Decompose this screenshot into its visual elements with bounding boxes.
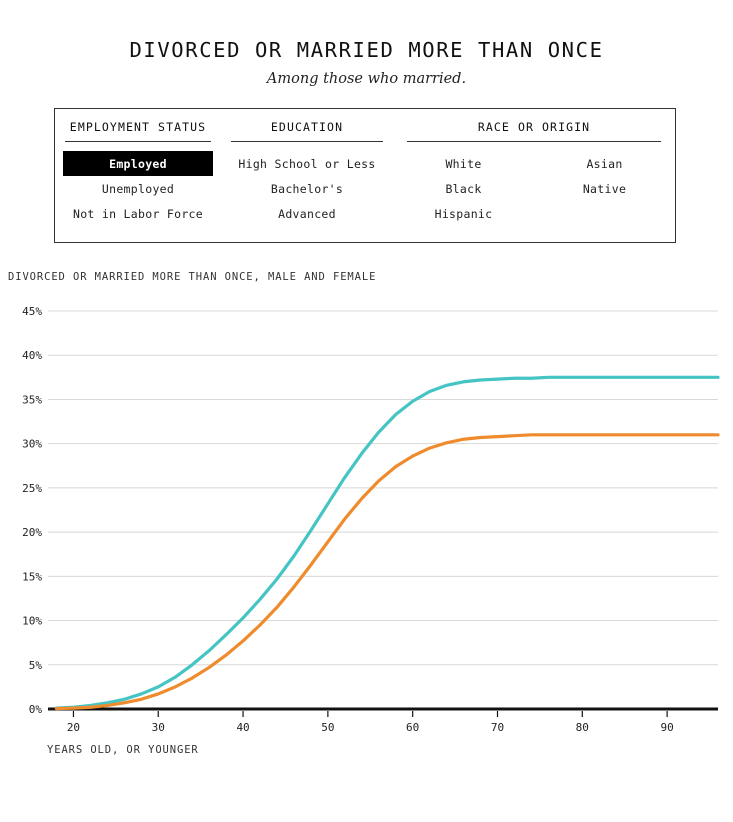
filter-group-heading-race-or-origin: RACE OR ORIGIN	[407, 120, 661, 142]
filter-group-race-or-origin	[393, 109, 675, 242]
y-tick-label: 25%	[22, 481, 42, 495]
x-tick-label: 20	[66, 721, 81, 734]
filter-options-race-column-left	[393, 151, 534, 226]
filter-option-not-in-labor-force[interactable]: Not in Labor Force	[72, 206, 204, 221]
y-tick-label: 5%	[28, 658, 42, 672]
x-axis-label: YEARS OLD, OR YOUNGER	[47, 744, 199, 756]
filter-group-education	[221, 109, 393, 242]
filter-option-white[interactable]: White	[445, 156, 482, 171]
filter-option-asian[interactable]: Asian	[586, 156, 623, 171]
filter-option-unemployed[interactable]: Unemployed	[101, 181, 175, 196]
x-tick-label: 30	[151, 721, 165, 734]
filter-group-heading-employment-status: EMPLOYMENT STATUS	[65, 120, 211, 142]
y-tick-label: 40%	[22, 349, 42, 363]
filter-panel	[54, 108, 676, 243]
plot-caption: DIVORCED OR MARRIED MORE THAN ONCE, MALE AND FEMALE	[8, 271, 377, 283]
page-title: DIVORCED OR MARRIED MORE THAN ONCE	[129, 38, 604, 62]
filter-options-education	[221, 142, 393, 226]
line-chart	[8, 295, 725, 734]
x-tick-label: 80	[575, 721, 589, 734]
filter-options-race-or-origin	[393, 142, 675, 226]
line-series-female	[56, 377, 718, 708]
x-tick-label: 90	[660, 721, 674, 734]
x-tick-label: 70	[490, 721, 505, 734]
y-tick-label: 20%	[22, 526, 42, 540]
y-tick-label: 45%	[22, 305, 42, 318]
chart-canvas	[8, 295, 725, 734]
line-series-male	[56, 435, 718, 709]
y-tick-label: 30%	[22, 437, 42, 451]
filter-option-native[interactable]: Native	[582, 181, 627, 196]
filter-option-hispanic[interactable]: Hispanic	[434, 206, 493, 221]
y-tick-label: 15%	[22, 570, 42, 584]
page-subtitle: Among those who married.	[266, 71, 467, 87]
filter-option-bachelors[interactable]: Bachelor's	[270, 181, 344, 196]
x-tick-label: 60	[406, 721, 420, 734]
y-tick-label: 0%	[28, 703, 42, 716]
y-tick-label: 10%	[22, 614, 42, 628]
filter-group-employment-status	[55, 109, 221, 242]
filter-options-race-column-right	[534, 151, 675, 226]
filter-option-high-school-or-less[interactable]: High School or Less	[238, 156, 376, 171]
filter-option-advanced[interactable]: Advanced	[278, 206, 336, 221]
y-tick-label: 35%	[22, 393, 42, 407]
filter-group-heading-education: EDUCATION	[231, 120, 383, 142]
filter-option-employed[interactable]: Employed	[63, 151, 213, 176]
x-tick-label: 50	[321, 721, 335, 734]
x-tick-label: 40	[236, 721, 250, 734]
filter-options-employment-status	[55, 142, 221, 226]
filter-option-black[interactable]: Black	[445, 181, 482, 196]
